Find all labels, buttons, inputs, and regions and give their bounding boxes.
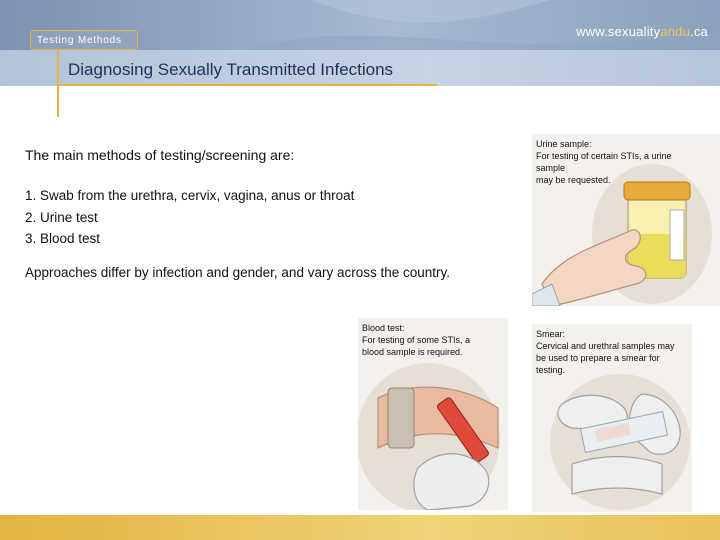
approaches-text: Approaches differ by infection and gender, and vary across the country. <box>25 265 451 280</box>
smear-figure <box>532 324 692 512</box>
method-item: 1. Swab from the urethra, cervix, vagina, anus or throat <box>25 188 355 203</box>
blood-caption: Blood test: For testing of some STIs, a blood sample is required. <box>362 323 471 357</box>
page-title: Diagnosing Sexually Transmitted Infections <box>68 60 394 79</box>
intro-text: The main methods of testing/screening are: <box>25 147 295 163</box>
methods-list <box>25 185 354 250</box>
site-url[interactable]: www.sexualityandu.ca <box>576 24 708 39</box>
method-item: 3. Blood test <box>25 231 101 246</box>
method-item: 2. Urine test <box>25 209 98 225</box>
urine-caption: Urine sample: For testing of certain STIs, a urine sample may be requested. <box>536 139 672 185</box>
urine-sample-figure <box>532 134 720 306</box>
title-rule-horizontal <box>57 84 437 86</box>
smear-caption: Smear: Cervical and urethral samples may be used to prepare a smear for testing. <box>536 329 675 375</box>
blood-test-figure <box>358 318 508 510</box>
footer-bar <box>0 515 720 540</box>
section-tab: Testing Methods <box>30 30 138 50</box>
